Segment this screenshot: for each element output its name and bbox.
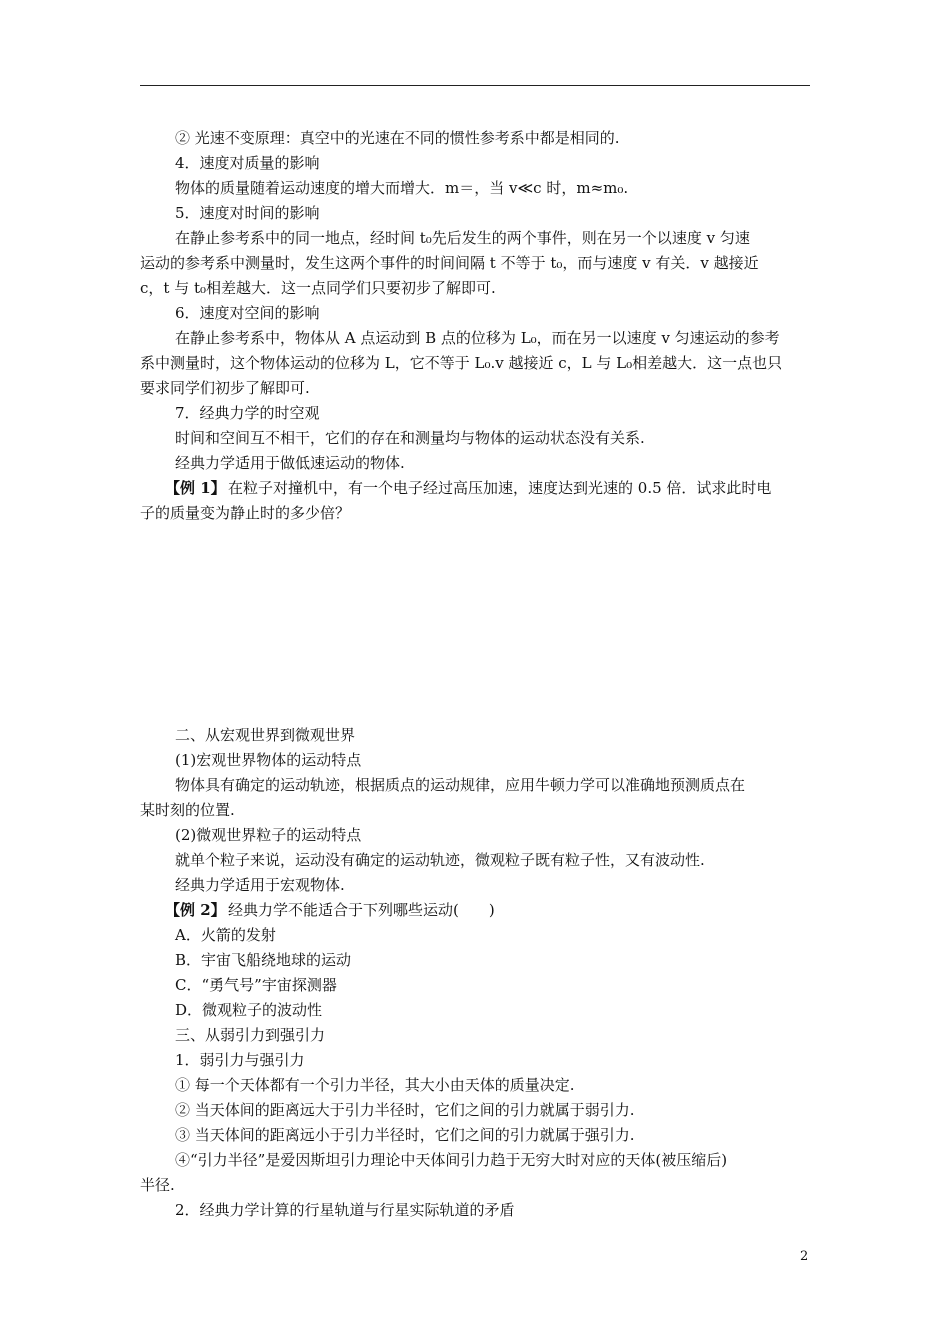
text-line: 子的质量变为静止时的多少倍？ (140, 504, 351, 522)
subsection-heading: (1)宏观世界物体的运动特点 (175, 751, 362, 769)
section-heading: 4．速度对质量的影响 (175, 154, 320, 172)
text-line: 要求同学们初步了解即可. (140, 379, 310, 397)
example-1-question: 在粒子对撞机中，有一个电子经过高压加速，速度达到光速的 0.5 倍．试求此时电 (228, 479, 772, 497)
text-line: 系中测量时，这个物体运动的位移为 L，它不等于 L₀.v 越接近 c，L 与 L₀相差越大．这一点也只 (140, 354, 783, 372)
page-number: 2 (800, 1249, 809, 1264)
text-line: 时间和空间互不相干，它们的存在和测量均与物体的运动状态没有关系. (175, 429, 645, 447)
section-heading: 二、从宏观世界到微观世界 (175, 726, 356, 744)
subsection-heading: 1．弱引力与强引力 (175, 1051, 305, 1069)
option-c: C．“勇气号”宇宙探测器 (175, 976, 337, 994)
example-2-question: 经典力学不能适合于下列哪些运动( ) (228, 901, 495, 919)
text-line: 某时刻的位置. (140, 801, 235, 819)
text-line: 运动的参考系中测量时，发生这两个事件的时间间隔 t 不等于 t₀，而与速度 v 有关．v 越接近 (140, 254, 759, 272)
text-line: ④“引力半径”是爱因斯坦引力理论中天体间引力趋于无穷大时对应的天体(被压缩后) (175, 1151, 728, 1169)
subsection-heading: 2．经典力学计算的行星轨道与行星实际轨道的矛盾 (175, 1201, 515, 1219)
text-line: 物体的质量随着运动速度的增大而增大．m＝，当 v≪c 时，m≈m₀. (175, 179, 629, 197)
section-heading: 7．经典力学的时空观 (175, 404, 320, 422)
text-line: 物体具有确定的运动轨迹，根据质点的运动规律，应用牛顿力学可以准确地预测质点在 (175, 776, 746, 794)
section-heading: 5．速度对时间的影响 (175, 204, 320, 222)
option-d: D．微观粒子的波动性 (175, 1001, 323, 1019)
text-line: c，t 与 t₀相差越大．这一点同学们只要初步了解即可. (140, 279, 496, 297)
subsection-heading: (2)微观世界粒子的运动特点 (175, 826, 362, 844)
text-line: 经典力学适用于宏观物体. (175, 876, 345, 894)
example-2-label: 【例 2】 (165, 901, 226, 919)
text-line: 在静止参考系中，物体从 A 点运动到 B 点的位移为 L₀，而在另一以速度 v 匀速运动的参考 (175, 329, 780, 347)
option-a: A．火箭的发射 (175, 926, 276, 944)
section-heading: 6．速度对空间的影响 (175, 304, 320, 322)
section-heading: 三、从弱引力到强引力 (175, 1026, 326, 1044)
text-line: ② 光速不变原理：真空中的光速在不同的惯性参考系中都是相同的. (175, 129, 620, 147)
text-line: ① 每一个天体都有一个引力半径，其大小由天体的质量决定. (175, 1076, 575, 1094)
text-line: ③ 当天体间的距离远小于引力半径时，它们之间的引力就属于强引力. (175, 1126, 635, 1144)
example-1-label: 【例 1】 (165, 479, 226, 497)
text-line: 经典力学适用于做低速运动的物体. (175, 454, 405, 472)
header-rule (140, 85, 810, 86)
text-line: 在静止参考系中的同一地点，经时间 t₀先后发生的两个事件，则在另一个以速度 v 匀速 (175, 229, 750, 247)
option-b: B．宇宙飞船绕地球的运动 (175, 951, 352, 969)
text-line: 就单个粒子来说，运动没有确定的运动轨迹，微观粒子既有粒子性，又有波动性. (175, 851, 705, 869)
text-line: ② 当天体间的距离远大于引力半径时，它们之间的引力就属于弱引力. (175, 1101, 635, 1119)
text-line: 半径. (140, 1176, 175, 1194)
